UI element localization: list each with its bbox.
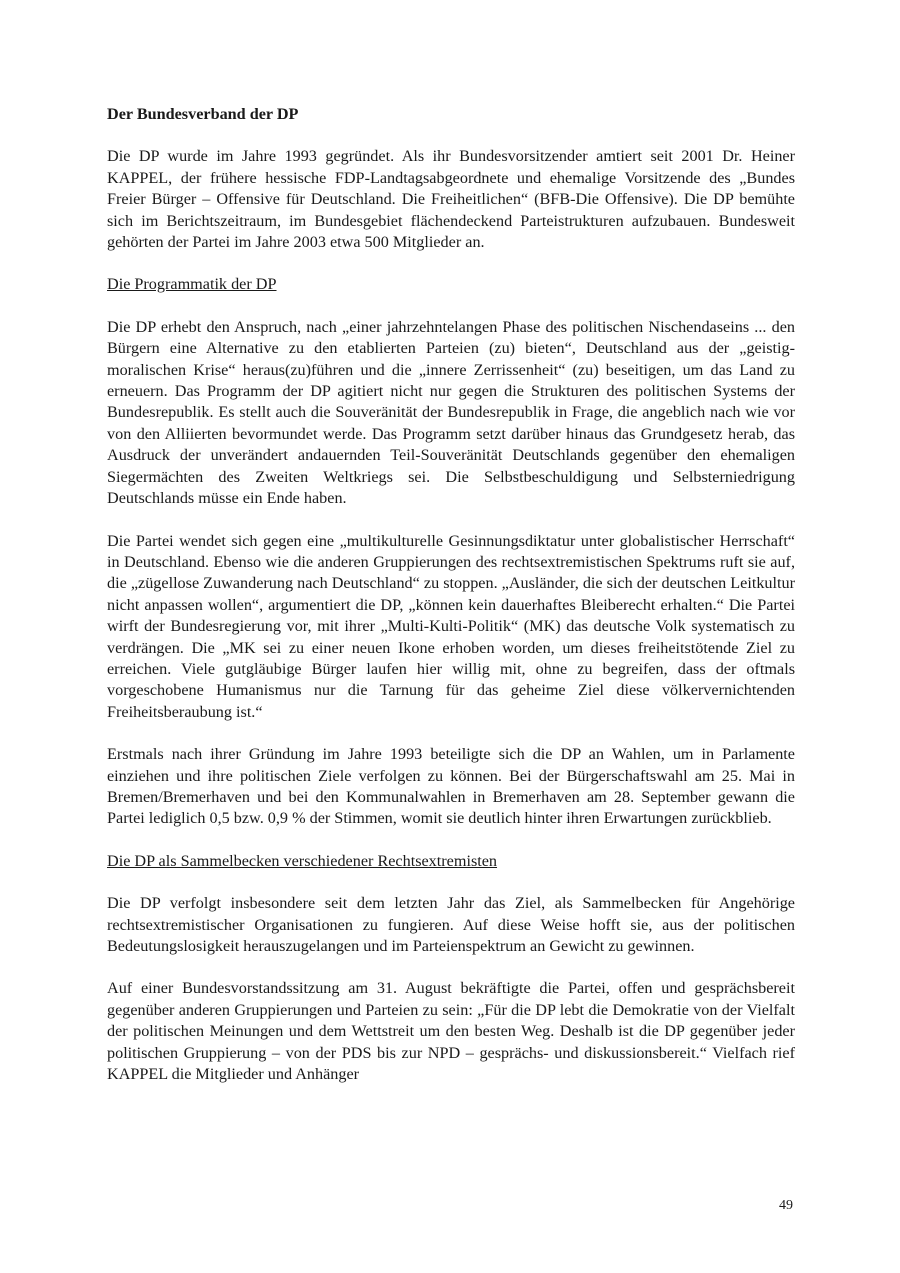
- subheading-sammelbecken: Die DP als Sammelbecken verschiedener Rechtsextremisten: [107, 851, 498, 870]
- page-number: 49: [779, 1198, 793, 1213]
- document-page: [107, 104, 795, 1106]
- paragraph-claim: Die DP erhebt den Anspruch, nach „einer jahrzehntelangen Phase des politischen Nischendaseins ... den Bürgern eine Alternative zu den etablierten Parteien (zu) bieten“, Deutschland aus der „geistig-moralischen Krise“ heraus(zu)führen und die „innere Zerrissenheit“ (zu) beseitigen, um das Land zu erneuern. Das Programm der DP agitiert nicht nur gegen die Strukturen des politischen Systems der Bundesrepublik. Es stellt auch die Souveränität der Bundesrepublik in Frage, die angeblich nach wie vor von den Alliierten bevormundet werde. Das Programm setzt darüber hinaus das Grundgesetz herab, das Ausdruck der unverändert andauernden Teil-Souveränität Deutschlands gegenüber den ehemaligen Siegermächten des Zweiten Weltkriegs sei. Die Selbstbeschuldigung und Selbsterniedrigung Deutschlands müsse ein Ende haben.: [107, 317, 795, 508]
- paragraph-board-meeting: Auf einer Bundesvorstandssitzung am 31. August bekräftigte die Partei, offen und gesprächsbereit gegenüber anderen Gruppierungen und Parteien zu sein: „Für die DP lebt die Demokratie von der Vielfalt der politischen Meinungen und dem Wettstreit um den besten Weg. Deshalb ist die DP gegenüber jeder politischen Gruppierung – von der PDS bis zur NPD – gesprächs- und diskussionsbereit.“ Vielfach rief KAPPEL die Mitglieder und Anhänger: [107, 979, 795, 1084]
- section-heading: Der Bundesverband der DP: [107, 105, 299, 123]
- subheading-programmatik: Die Programmatik der DP: [107, 275, 277, 294]
- paragraph-elections: Erstmals nach ihrer Gründung im Jahre 1993 beteiligte sich die DP an Wahlen, um in Parlamente einziehen und ihre politischen Ziele verfolgen zu können. Bei der Bürgerschaftswahl am 25. Mai in Bremen/Bremerhaven und bei den Kommunalwahlen in Bremerhaven am 28. September gewann die Partei lediglich 0,5 bzw. 0,9 % der Stimmen, womit sie deutlich hinter ihren Erwartungen zurückblieb.: [107, 745, 795, 828]
- paragraph-collecting-basin: Die DP verfolgt insbesondere seit dem letzten Jahr das Ziel, als Sammelbecken für Angehörige rechtsextremistischer Organisationen zu fungieren. Auf diese Weise hofft sie, aus der politischen Bedeutungslosigkeit herauszugelangen und im Parteienspektrum an Gewicht zu gewinnen.: [107, 894, 795, 955]
- paragraph-founding: Die DP wurde im Jahre 1993 gegründet. Als ihr Bundesvorsitzender amtiert seit 2001 Dr. Heiner KAPPEL, der frühere hessische FDP-Landtagsabgeordnete und ehemalige Vorsitzende des „Bundes Freier Bürger – Offensive für Deutschland. Die Freiheitlichen“ (BFB-Die Offensive). Die DP bemühte sich im Berichtszeitraum, im Bundesgebiet flächendeckend Parteistrukturen aufzubauen. Bundesweit gehörten der Partei im Jahre 2003 etwa 500 Mitglieder an.: [107, 147, 795, 252]
- paragraph-multikulti: Die Partei wendet sich gegen eine „multikulturelle Gesinnungsdiktatur unter globalistischer Herrschaft“ in Deutschland. Ebenso wie die anderen Gruppierungen des rechtsextremistischen Spektrums ruft sie auf, die „zügellose Zuwanderung nach Deutschland“ zu stoppen. „Ausländer, die sich der deutschen Leitkultur nicht anpassen wollen“, argumentiert die DP, „können kein dauerhaftes Bleiberecht erhalten.“ Die Partei wirft der Bundesregierung vor, mit ihrer „Multi-Kulti-Politik“ (MK) das deutsche Volk systematisch zu verdrängen. Die „MK sei zu einer neuen Ikone erhoben worden, um dieses freiheitstötende Ziel zu erreichen. Viele gutgläubige Bürger laufen hier willig mit, ohne zu begreifen, dass der oftmals vorgeschobene Humanismus nur die Tarnung für das geheime Ziel diese völkervernichtenden Freiheitsberaubung ist.“: [107, 531, 795, 721]
